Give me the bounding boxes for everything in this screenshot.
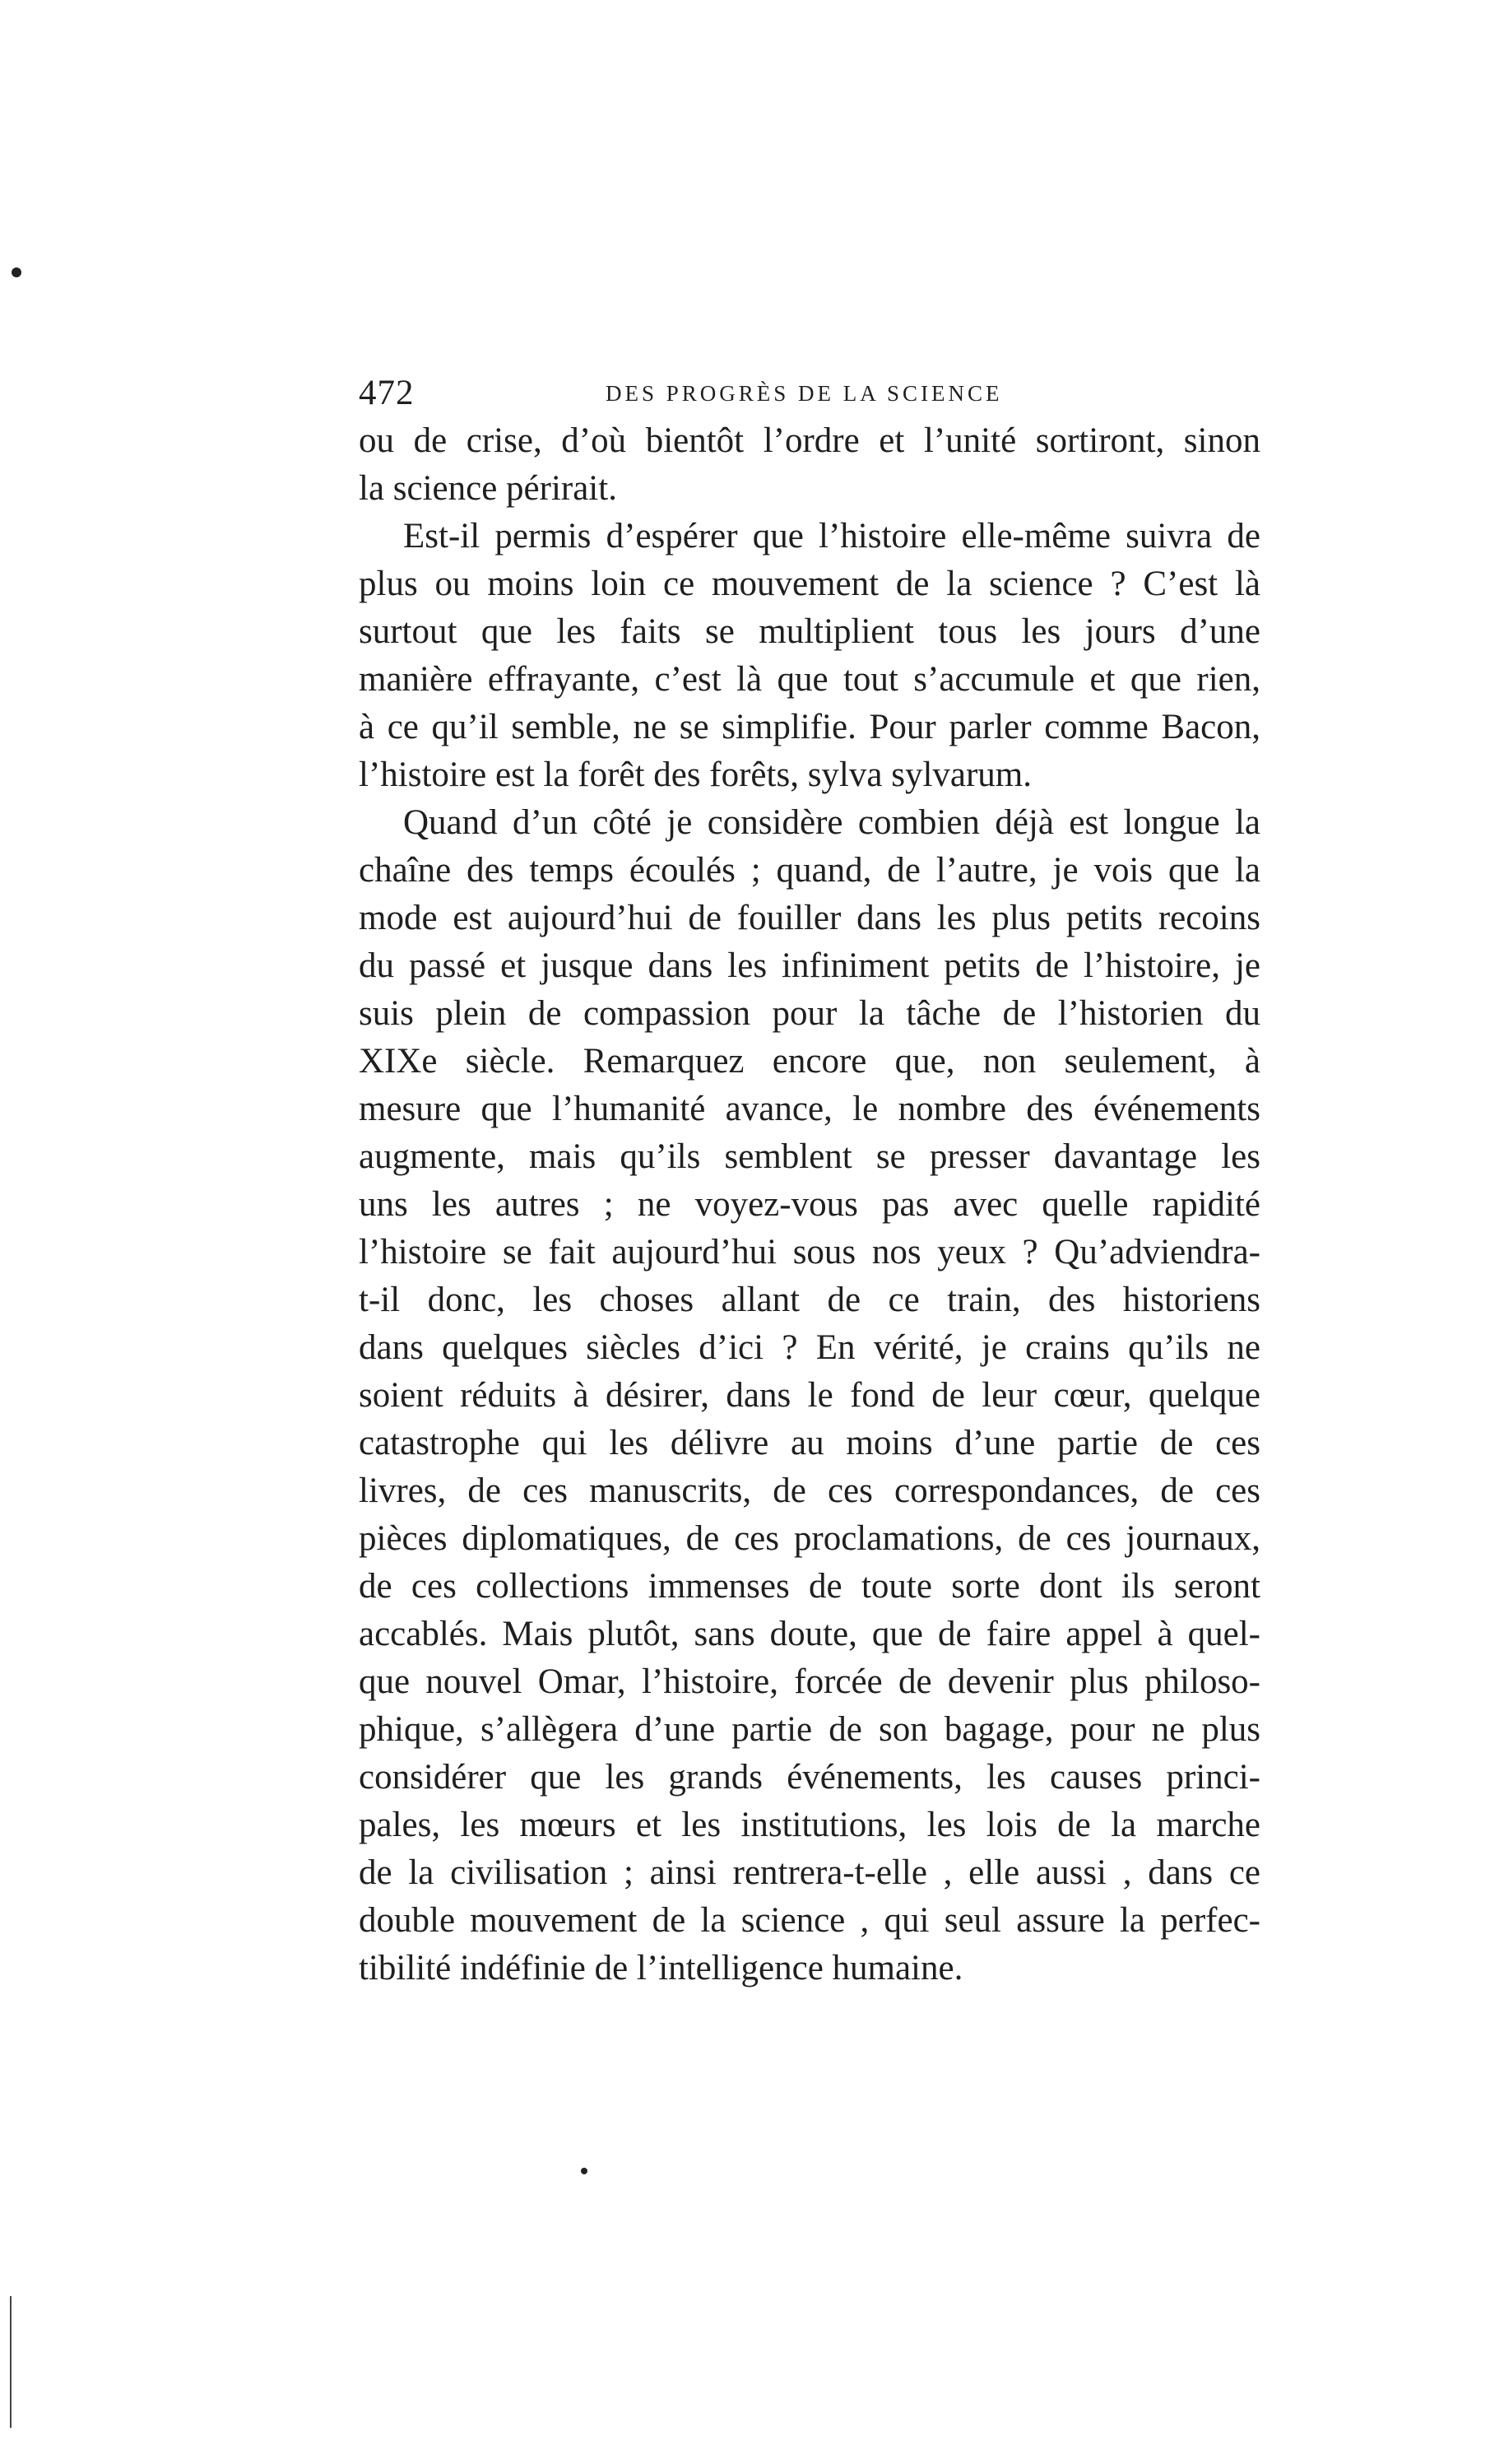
text-line: livres, de ces manuscrits, de ces correspondances, de ces: [359, 1471, 1260, 1510]
text-line: surtout que les faits se multiplient tous les jours d’une: [359, 612, 1260, 651]
text-line: Est-il permis d’espérer que l’histoire elle-même suivra de: [403, 517, 1260, 556]
paragraph: [359, 513, 1260, 799]
text-line: considérer que les grands événements, les causes princi-: [359, 1758, 1260, 1797]
text-line: ou de crise, d’où bientôt l’ordre et l’unité sortiront, sinon: [359, 421, 1260, 460]
text-line: la science périrait.: [359, 469, 617, 508]
text-line: de la civilisation ; ainsi rentrera-t-elle , elle aussi , dans ce: [359, 1853, 1260, 1892]
text-line: plus ou moins loin ce mouvement de la science ? C’est là: [359, 565, 1260, 603]
paragraph: [359, 799, 1260, 1992]
text-line: à ce qu’il semble, ne se simplifie. Pour parler comme Bacon,: [359, 708, 1260, 746]
text-line: manière effrayante, c’est là que tout s’accumule et que rien,: [359, 660, 1260, 699]
text-line: soient réduits à désirer, dans le fond de leur cœur, quelque: [359, 1376, 1260, 1415]
scan-edge-line: [10, 2296, 12, 2428]
text-line: pièces diplomatiques, de ces proclamations, de ces journaux,: [359, 1519, 1260, 1558]
text-line: pales, les mœurs et les institutions, les lois de la marche: [359, 1806, 1260, 1844]
text-line: du passé et jusque dans les infiniment petits de l’histoire, je: [359, 946, 1260, 985]
specks-mark: [581, 2168, 587, 2174]
text-line: uns les autres ; ne voyez-vous pas avec quelle rapidité: [359, 1185, 1260, 1224]
text-line: phique, s’allègera d’une partie de son bagage, pour ne plus: [359, 1710, 1260, 1749]
text-line: l’histoire se fait aujourd’hui sous nos yeux ? Qu’adviendra-: [359, 1233, 1260, 1272]
text-line: Quand d’un côté je considère combien déjà est longue la: [403, 803, 1260, 842]
text-line: de ces collections immenses de toute sorte dont ils seront: [359, 1567, 1260, 1606]
text-line: l’histoire est la forêt des forêts, sylva sylvarum.: [359, 755, 1032, 794]
page-number: 472: [359, 374, 415, 412]
text-line: suis plein de compassion pour la tâche de l’historien du: [359, 994, 1260, 1033]
text-line: que nouvel Omar, l’histoire, forcée de devenir plus philoso-: [359, 1662, 1260, 1701]
text-line: chaîne des temps écoulés ; quand, de l’autre, je vois que la: [359, 851, 1260, 890]
text-line: XIXe siècle. Remarquez encore que, non seulement, à: [359, 1042, 1260, 1081]
paragraph: [359, 417, 1260, 513]
running-head: DES PROGRÈS DE LA SCIENCE: [606, 381, 1003, 406]
text-line: mesure que l’humanité avance, le nombre des événements: [359, 1090, 1260, 1128]
specks-mark: [12, 267, 21, 277]
text-line: tibilité indéfinie de l’intelligence humaine.: [359, 1949, 963, 1987]
text-line: mode est aujourd’hui de fouiller dans les plus petits recoins: [359, 899, 1260, 937]
text-line: accablés. Mais plutôt, sans doute, que de faire appel à quel-: [359, 1615, 1260, 1653]
text-line: double mouvement de la science , qui seul assure la perfec-: [359, 1901, 1260, 1940]
page-header: [359, 369, 1260, 418]
body-text: [359, 417, 1260, 1992]
text-line: t-il donc, les choses allant de ce train, des historiens: [359, 1281, 1260, 1319]
text-line: catastrophe qui les délivre au moins d’une partie de ces: [359, 1424, 1260, 1462]
text-line: augmente, mais qu’ils semblent se presser davantage les: [359, 1137, 1260, 1176]
text-line: dans quelques siècles d’ici ? En vérité, je crains qu’ils ne: [359, 1328, 1260, 1367]
